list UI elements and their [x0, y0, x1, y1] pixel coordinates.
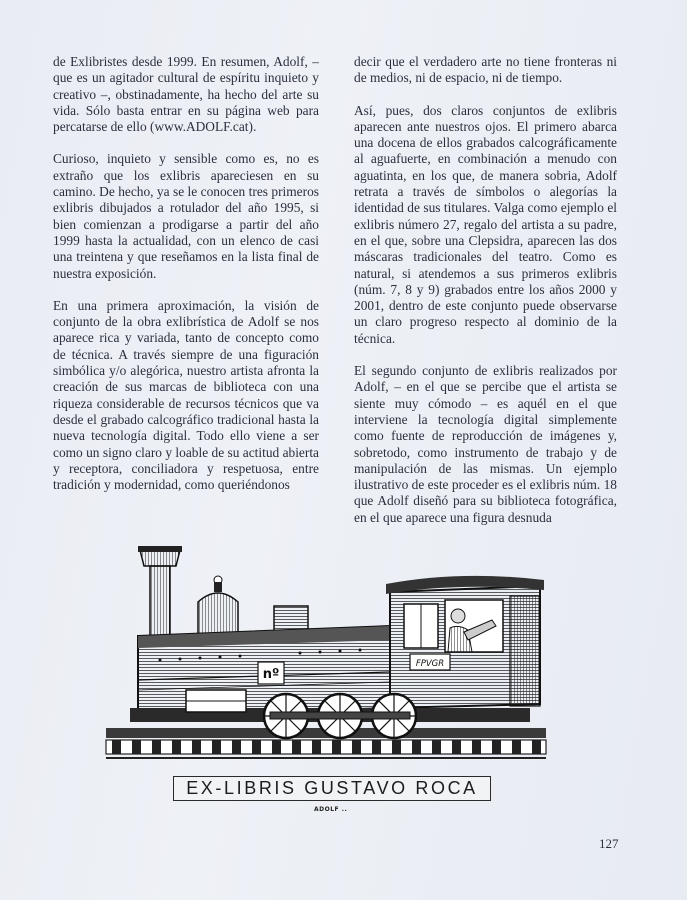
right-text-column	[354, 54, 617, 526]
left-paragraph-1: de Exlibristes desde 1999. En resumen, Adolf, – que es un agitador cultural de espíritu inquieto y creativo –, obstinadamente, ha hecho del arte su vida. Sólo basta entrar en su página web para percatarse de ello (www.ADOLF.cat).	[53, 54, 319, 135]
steam-dome	[198, 576, 238, 636]
cab-plate-text: FPVGR	[415, 659, 445, 669]
number-badge-text: nº	[262, 667, 280, 682]
left-paragraph-3: En una primera aproximación, la visión de conjunto de la obra exlibrística de Adolf se nos aparece rica y variada, tanto de concepto como de técnica. A través siempre de una figuración simbólica y/o alegórica, nuestro artista afronta la creación de sus marcas de biblioteca con una riqueza considerable de recursos técnicos que va desde el grabado calcográfico tradicional hasta la nueva tecnología digital. Todo ello viene a ser como un signo claro y loable de su actitud abierta y receptora, conciliadora y respetuosa, entre tradición y modernidad, como queriéndonos	[53, 297, 319, 493]
artist-signature: ADOLF ..	[314, 806, 348, 813]
right-paragraph-3: El segundo conjunto de exlibris realizados por Adolf, – en el que se percibe que el artista se siente muy cómodo – es aquél en el que interviene la tecnología digital simplemente como fuente de reproducción de imágenes y, sobretodo, como instrumento de trabajo y de manipulación de las mismas. Un ejemplo ilustrativo de este proceder es el exlibris núm. 18 que Adolf diseñó para su biblioteca fotográfica, en el que aparece una figura desnuda	[354, 363, 617, 525]
right-paragraph-1: decir que el verdadero arte no tiene fronteras ni de medios, ni de espacio, ni de tiempo.	[354, 54, 617, 86]
page-number: 127	[599, 836, 619, 851]
left-text-column	[53, 54, 319, 493]
exlibris-caption: EX-LIBRIS GUSTAVO ROCA	[186, 778, 478, 798]
right-paragraph-2: Así, pues, dos claros conjuntos de exlibris aparecen ante nuestros ojos. El primero abarca una docena de ellos grabados calcográficamente al aguafuerte, en combinación a menudo con aguatinta, en los que, de manera sobria, Adolf retrata a través de símbolos o alegorías la identidad de sus titulares. Valga como ejemplo el exlibris número 27, regalo del artista a su padre, en el que, sobre una Clepsidra, aparecen las dos máscaras tradicionales del teatro. Como es natural, si atendemos a sus primeros exlibris (núm. 7, 8 y 9) grabados entre los años 2000 y 2001, dentro de este conjunto puede observarse un claro progreso respecto al dominio de la técnica.	[354, 102, 617, 346]
left-paragraph-2: Curioso, inquieto y sensible como es, no es extraño que los exlibris apareciesen en su camino. De hecho, ya se le conocen tres primeros exlibris dibujados a rotulador del año 1995, si bien comienzan a prodigarse a partir del año 1999 hasta la actualidad, con un elenco de casi una treintena y que reseñamos en la lista final de nuestra exposición.	[53, 151, 319, 281]
locomotive-engraving	[100, 540, 560, 780]
exlibris-caption-plate	[173, 776, 491, 801]
locomotive-cab	[386, 576, 544, 708]
number-badge	[258, 662, 284, 684]
smokestack	[138, 546, 182, 636]
